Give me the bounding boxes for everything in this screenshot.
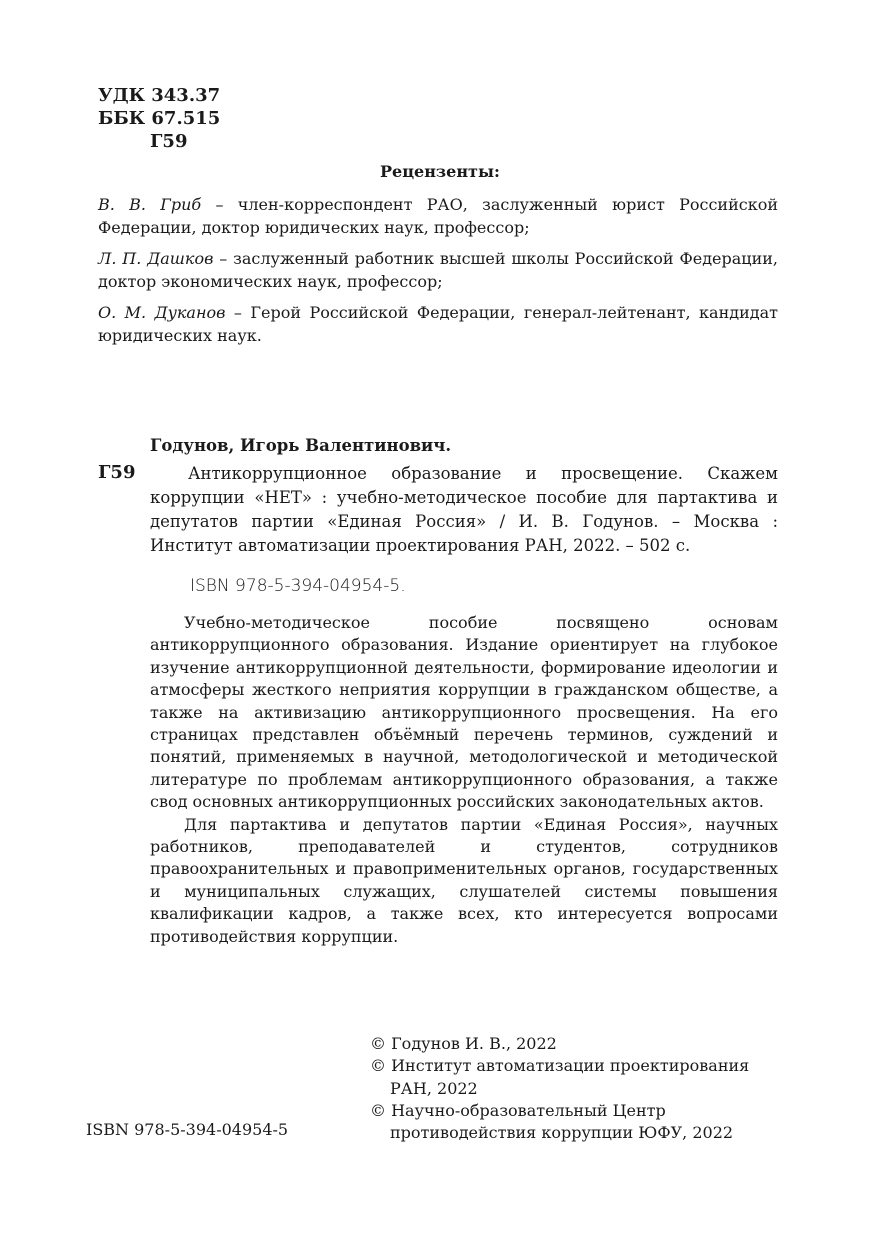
reviewer-2-name: Л. П. Дашков [98,249,214,268]
reviewer-1 [98,193,778,239]
annotation [150,612,778,948]
reviewer-2 [98,247,778,293]
copyright-line-1: © Годунов И. В., 2022 [370,1034,557,1053]
udk-code: УДК 343.37 [98,85,221,106]
copyright-block [370,1033,749,1144]
copyright-line-2a: © Институт автоматизации проектирования [370,1056,750,1076]
reviewer-2-desc: – заслуженный работник высшей школы Российской Федерации, доктор экономических наук, профессор; [98,249,779,291]
footer-isbn: ISBN 978-5-394-04954-5 [86,1120,289,1139]
bib-author: Годунов, Игорь Валентинович. [150,436,452,455]
bib-isbn: ISBN 978-5-394-04954-5. [190,576,406,596]
reviewers-title: Рецензенты: [380,162,500,181]
copyright-line-2b: РАН, 2022 [390,1078,478,1098]
reviewer-3 [98,301,778,347]
reviewer-3-name: О. М. Дуканов [98,303,226,322]
copyright-line-3b: противодействия коррупции ЮФУ, 2022 [390,1123,734,1143]
bbk-code: ББК 67.515 [98,108,221,129]
classification-codes [98,84,220,153]
copyright-line-3a: © Научно-образовательный Центр [370,1100,666,1120]
reviewer-1-desc: – член-корреспондент РАО, заслуженный юрист Российской Федерации, доктор юридических наук, профессор; [98,195,779,237]
reviewer-1-name: В. В. Гриб [98,195,202,214]
annotation-paragraph-2: Для партактива и депутатов партии «Единая Россия», научных работников, преподавателей и студентов, сотрудников правоохранительных и правоприменительных органов, государственных и муниципальных служащих, слушателей системы повышения квалификации кадров, а также всех, кто интересуется вопросами противодействия коррупции. [150,814,778,946]
annotation-paragraph-1: Учебно-методическое пособие посвящено основам антикоррупционного образования. Издание ориентирует на глубокое изучение антикоррупционной деятельности, формирование идеологии и атмосферы жесткого неприятия коррупции в гражданском обществе, а также на активизацию антикоррупционного просвещения. На его страницах представлен объёмный перечень терминов, суждений и понятий, применяемых в научной, методологической и методической литературе по проблемам антикоррупционного образования, а также свод основных антикоррупционных российских законодательных актов. [150,613,778,812]
bib-description: Антикоррупционное образование и просвещение. Скажем коррупции «НЕТ» : учебно-методическое пособие для партактива и депутатов партии «Единая Россия» / И. В. Годунов. – Москва : Институт автоматизации проектирования РАН, 2022. – 502 с. [150,464,778,555]
bib-author-mark: Г59 [98,462,136,483]
reviewer-3-desc: – Герой Российской Федерации, генерал-лейтенант, кандидат юридических наук. [98,303,779,345]
author-mark: Г59 [150,131,188,152]
